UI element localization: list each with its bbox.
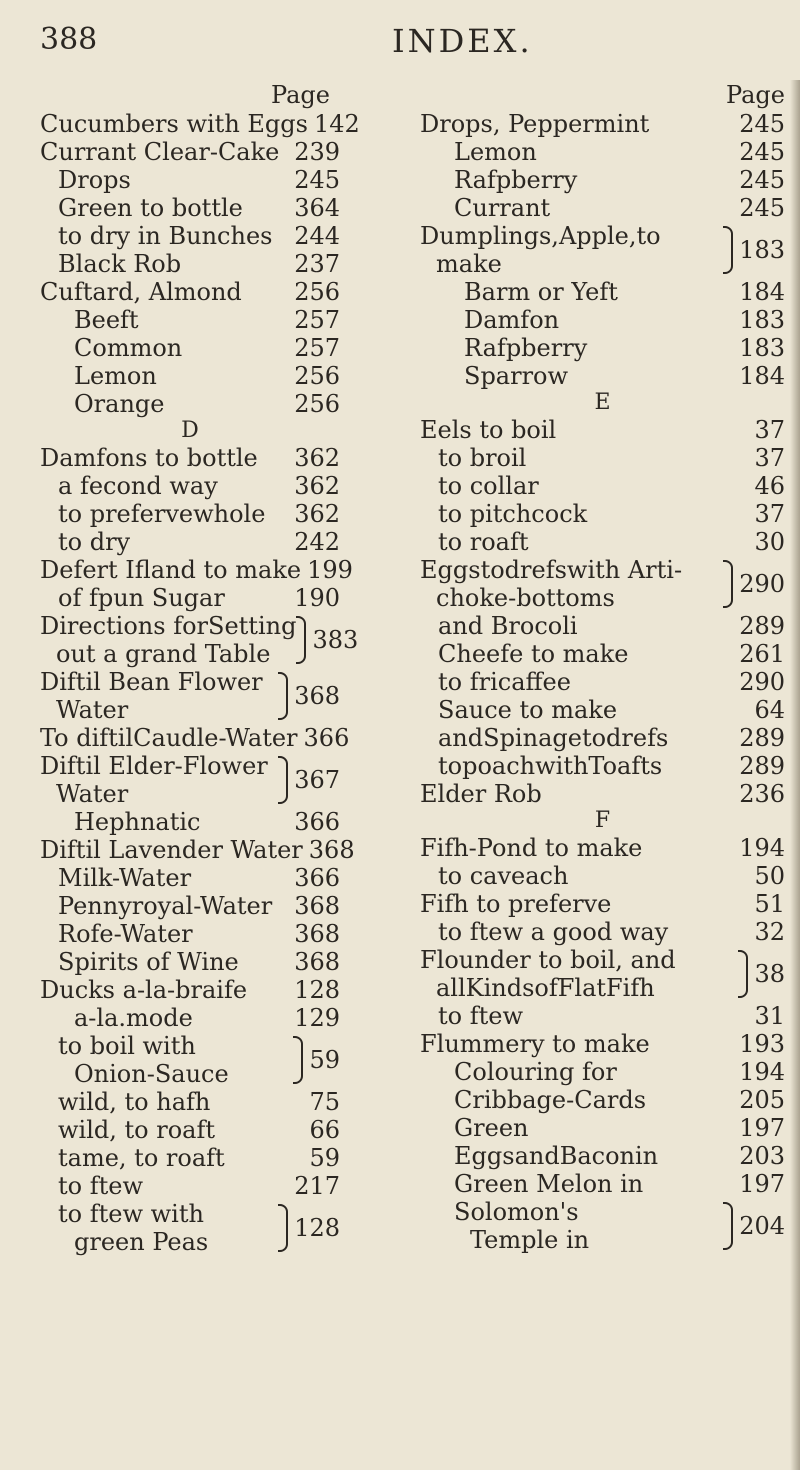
entry-page: 290 (739, 668, 785, 696)
entry-page: 128 (294, 976, 340, 1004)
entry-label-line: Water (56, 696, 129, 724)
entry-label-line: green Peas (74, 1228, 209, 1256)
entry-page: 366 (294, 864, 340, 892)
entry-label-line: Eggstodrefswith Arti- (420, 556, 683, 584)
entry-page: 197 (739, 1114, 785, 1142)
entry-label-line: Diftil Bean Flower (40, 668, 263, 696)
index-column-left (40, 80, 360, 1256)
entry-page: 64 (754, 696, 785, 724)
entry-label: and Brocoli (438, 612, 578, 640)
index-entry (40, 278, 340, 306)
entry-page: 31 (754, 1002, 785, 1030)
index-entry (420, 1142, 785, 1170)
index-entry (420, 724, 785, 752)
index-entry (40, 920, 340, 948)
index-entry (40, 166, 340, 194)
index-entry (40, 724, 350, 752)
entry-label: to pitchcock (438, 500, 588, 528)
entry-label: Defert Ifland to make (40, 556, 302, 584)
entry-label: Rofe-Water (58, 920, 193, 948)
entry-page: 203 (739, 1142, 785, 1170)
entry-page: 51 (754, 890, 785, 918)
entry-label: Damfons to bottle (40, 444, 258, 472)
entry-label: Green (454, 1114, 529, 1142)
entry-page: 204 (739, 1212, 785, 1240)
entry-page: 366 (294, 808, 340, 836)
brace-mark (723, 226, 733, 274)
entry-label: Elder Rob (420, 780, 542, 808)
index-entry (420, 194, 785, 222)
entry-page: 261 (739, 640, 785, 668)
entry-label: Eels to boil (420, 416, 557, 444)
entry-page: 366 (303, 724, 350, 752)
entry-page: 257 (294, 334, 340, 362)
entry-page: 190 (294, 584, 340, 612)
index-entry (40, 306, 340, 334)
entry-page: 245 (739, 194, 785, 222)
index-entry (40, 556, 353, 584)
entry-label: to dry (58, 528, 131, 556)
entry-page: 205 (739, 1086, 785, 1114)
index-entry (40, 1116, 340, 1144)
entry-label: Currant Clear-Cake (40, 138, 280, 166)
entry-page: 289 (739, 724, 785, 752)
index-entry (420, 1086, 785, 1114)
entry-label: Lemon (74, 362, 157, 390)
entry-label: to roaft (438, 528, 529, 556)
entry-page: 245 (294, 166, 340, 194)
entry-label: wild, to roaft (58, 1116, 215, 1144)
index-entry (420, 1114, 785, 1142)
entry-page: 368 (294, 892, 340, 920)
index-entry (40, 500, 340, 528)
entry-label: Cucumbers with Eggs (40, 110, 308, 138)
entry-page: 194 (739, 834, 785, 862)
entry-label: Cribbage-Cards (454, 1086, 647, 1114)
entry-label: andSpinagetodrefs (438, 724, 669, 752)
entry-page: 245 (739, 166, 785, 194)
index-entry (420, 862, 785, 890)
entry-label: Barm or Yeft (464, 278, 618, 306)
index-entry (420, 752, 785, 780)
entry-page: 184 (739, 362, 785, 390)
entry-label: to fricaffee (438, 668, 571, 696)
entry-label-line: to ftew with (58, 1200, 204, 1228)
entry-label: topoachwithToafts (438, 752, 663, 780)
index-entry (420, 668, 785, 696)
index-entry (40, 194, 340, 222)
index-entry (40, 948, 340, 976)
entry-label-line: to boil with (58, 1032, 196, 1060)
section-letter: E (594, 390, 611, 415)
entry-label: Sauce to make (438, 696, 618, 724)
entry-page: 290 (739, 570, 785, 598)
index-entry (40, 390, 340, 418)
entry-label-line: choke-bottoms (436, 584, 615, 612)
entry-label: EggsandBaconin (454, 1142, 659, 1170)
index-entry (40, 222, 340, 250)
entry-label-line: Directions forSetting (40, 612, 297, 640)
brace-mark (278, 756, 288, 804)
entry-page: 236 (739, 780, 785, 808)
entry-label-line: Flounder to boil, and (420, 946, 676, 974)
entry-page: 368 (294, 948, 340, 976)
index-entry (40, 362, 340, 390)
index-entry (420, 138, 785, 166)
index-entry (40, 138, 340, 166)
index-entry (40, 864, 340, 892)
entry-label: Milk-Water (58, 864, 192, 892)
entry-page: 239 (294, 138, 340, 166)
index-entry-grouped (420, 946, 785, 1002)
entry-page: 368 (308, 836, 355, 864)
entry-label: tame, to roaft (58, 1144, 225, 1172)
brace-mark (723, 1202, 733, 1250)
index-entry (420, 918, 785, 946)
entry-page: 257 (294, 306, 340, 334)
entry-page: 183 (739, 236, 785, 264)
entry-page: 37 (754, 500, 785, 528)
entry-label: to prefervewhole (58, 500, 266, 528)
index-entry (420, 834, 785, 862)
entry-page: 362 (294, 444, 340, 472)
entry-label-line: Temple in (470, 1226, 590, 1254)
entry-page: 367 (294, 766, 340, 794)
entry-page: 362 (294, 500, 340, 528)
entry-page: 256 (294, 278, 340, 306)
entry-label: Cuftard, Almond (40, 278, 242, 306)
entry-label: Rafpberry (454, 166, 578, 194)
entry-label: to ftew (438, 1002, 523, 1030)
brace-mark (738, 950, 748, 998)
entry-label: Pennyroyal-Water (58, 892, 273, 920)
entry-label: a-la.mode (74, 1004, 193, 1032)
entry-page: 183 (739, 306, 785, 334)
entry-page: 37 (754, 416, 785, 444)
section-letter: D (181, 418, 199, 443)
entry-label-line: Water (56, 780, 129, 808)
entry-page: 142 (313, 110, 360, 138)
entry-page: 46 (754, 472, 785, 500)
index-entry (420, 890, 785, 918)
entry-label: Ducks a-la-braife (40, 976, 248, 1004)
index-entry (420, 1170, 785, 1198)
entry-page: 59 (309, 1046, 340, 1074)
page-header (0, 0, 800, 80)
index-entry (40, 528, 340, 556)
entry-page: 194 (739, 1058, 785, 1086)
entry-label: of fpun Sugar (58, 584, 225, 612)
entry-page: 128 (294, 1214, 340, 1242)
index-entry (40, 584, 340, 612)
index-column-right (420, 80, 785, 1254)
entry-page: 59 (309, 1144, 340, 1172)
page-edge-shadow (790, 80, 800, 1470)
entry-page: 197 (739, 1170, 785, 1198)
entry-label-line: out a grand Table (56, 640, 271, 668)
index-entry (40, 444, 340, 472)
entry-page: 183 (739, 334, 785, 362)
entry-page: 256 (294, 390, 340, 418)
entry-label: Currant (454, 194, 551, 222)
entry-page: 32 (754, 918, 785, 946)
entry-label: Drops, Peppermint (420, 110, 650, 138)
entry-page: 129 (294, 1004, 340, 1032)
entry-label: Diftil Lavender Water (40, 836, 303, 864)
entry-page: 289 (739, 612, 785, 640)
entry-label: Lemon (454, 138, 537, 166)
index-entry (420, 500, 785, 528)
entry-label: To diftilCaudle-Water (40, 724, 298, 752)
index-entry (40, 836, 355, 864)
running-title: INDEX. (392, 22, 533, 60)
index-entry (420, 278, 785, 306)
entry-label: to broil (438, 444, 527, 472)
entry-label-line: make (436, 250, 502, 278)
index-entry (420, 640, 785, 668)
index-entry (420, 472, 785, 500)
entry-label: Colouring for (454, 1058, 617, 1086)
entry-label: to ftew a good way (438, 918, 669, 946)
entry-page: 37 (754, 444, 785, 472)
entry-page: 245 (739, 138, 785, 166)
index-entry-grouped (40, 612, 359, 668)
entry-page: 368 (294, 682, 340, 710)
index-entry-grouped (420, 1198, 785, 1254)
index-entry (40, 250, 340, 278)
index-entry (420, 780, 785, 808)
entry-page: 199 (307, 556, 353, 584)
section-letter: F (594, 808, 611, 833)
index-entry-grouped (420, 556, 785, 612)
index-entry (40, 1144, 340, 1172)
index-entry (420, 166, 785, 194)
entry-page: 368 (294, 920, 340, 948)
entry-label-line: Onion-Sauce (74, 1060, 229, 1088)
index-entry (420, 1058, 785, 1086)
entry-label-line: allKindsofFlatFifh (436, 974, 655, 1002)
entry-label: Green Melon in (454, 1170, 644, 1198)
entry-label: Flummery to make (420, 1030, 650, 1058)
index-entry (420, 528, 785, 556)
index-entry (40, 110, 360, 138)
entry-page: 217 (294, 1172, 340, 1200)
entry-label: Fifh to preferve (420, 890, 612, 918)
index-entry-grouped (420, 222, 785, 278)
index-entry-grouped (40, 752, 340, 808)
brace-mark (723, 560, 733, 608)
entry-label: Rafpberry (464, 334, 588, 362)
entry-label: to caveach (438, 862, 569, 890)
index-entry (40, 808, 340, 836)
entry-label-line: Solomon's (454, 1198, 579, 1226)
entry-label: Spirits of Wine (58, 948, 239, 976)
entry-label: a fecond way (58, 472, 218, 500)
page-number: 388 (40, 22, 98, 57)
index-entry-grouped (40, 1200, 340, 1256)
entry-page: 66 (309, 1116, 340, 1144)
entry-label: Fifh-Pond to make (420, 834, 643, 862)
entry-label: Green to bottle (58, 194, 243, 222)
entry-page: 75 (309, 1088, 340, 1116)
entry-label: Sparrow (464, 362, 569, 390)
entry-page: 193 (739, 1030, 785, 1058)
index-entry-grouped (40, 668, 340, 724)
index-entry (40, 472, 340, 500)
entry-page: 50 (754, 862, 785, 890)
index-entry (40, 892, 340, 920)
entry-page: 38 (754, 960, 785, 988)
entry-label: Cheefe to make (438, 640, 629, 668)
brace-mark (296, 616, 306, 664)
index-entry-grouped (40, 1032, 340, 1088)
entry-label: Orange (74, 390, 165, 418)
entry-page: 362 (294, 472, 340, 500)
index-entry (420, 110, 785, 138)
entry-label: Common (74, 334, 183, 362)
index-entry (420, 1030, 785, 1058)
entry-page: 364 (294, 194, 340, 222)
entry-page: 256 (294, 362, 340, 390)
entry-page: 237 (294, 250, 340, 278)
entry-page: 245 (739, 110, 785, 138)
entry-label: Drops (58, 166, 131, 194)
column-heading: Page (271, 81, 330, 109)
entry-label: Beeft (74, 306, 139, 334)
entry-page: 184 (739, 278, 785, 306)
entry-label: Damfon (464, 306, 560, 334)
brace-mark (278, 1204, 288, 1252)
entry-label: to dry in Bunches (58, 222, 273, 250)
entry-label: to collar (438, 472, 539, 500)
entry-page: 30 (754, 528, 785, 556)
index-entry (420, 306, 785, 334)
index-entry (420, 696, 785, 724)
entry-label: to ftew (58, 1172, 143, 1200)
index-entry (40, 334, 340, 362)
index-entry (420, 444, 785, 472)
brace-mark (278, 672, 288, 720)
entry-label-line: Dumplings,Apple,to (420, 222, 661, 250)
entry-page: 383 (312, 626, 359, 654)
index-entry (40, 1172, 340, 1200)
index-entry (40, 1088, 340, 1116)
entry-page: 244 (294, 222, 340, 250)
column-heading: Page (726, 81, 785, 109)
index-entry (420, 612, 785, 640)
index-entry (420, 416, 785, 444)
entry-label-line: Diftil Elder-Flower (40, 752, 268, 780)
index-entry (420, 1002, 785, 1030)
brace-mark (293, 1036, 303, 1084)
index-entry (40, 1004, 340, 1032)
entry-label: wild, to hafh (58, 1088, 211, 1116)
index-entry (40, 976, 340, 1004)
entry-label: Hephnatic (74, 808, 201, 836)
entry-label: Black Rob (58, 250, 182, 278)
entry-page: 242 (294, 528, 340, 556)
index-entry (420, 362, 785, 390)
entry-page: 289 (739, 752, 785, 780)
index-entry (420, 334, 785, 362)
